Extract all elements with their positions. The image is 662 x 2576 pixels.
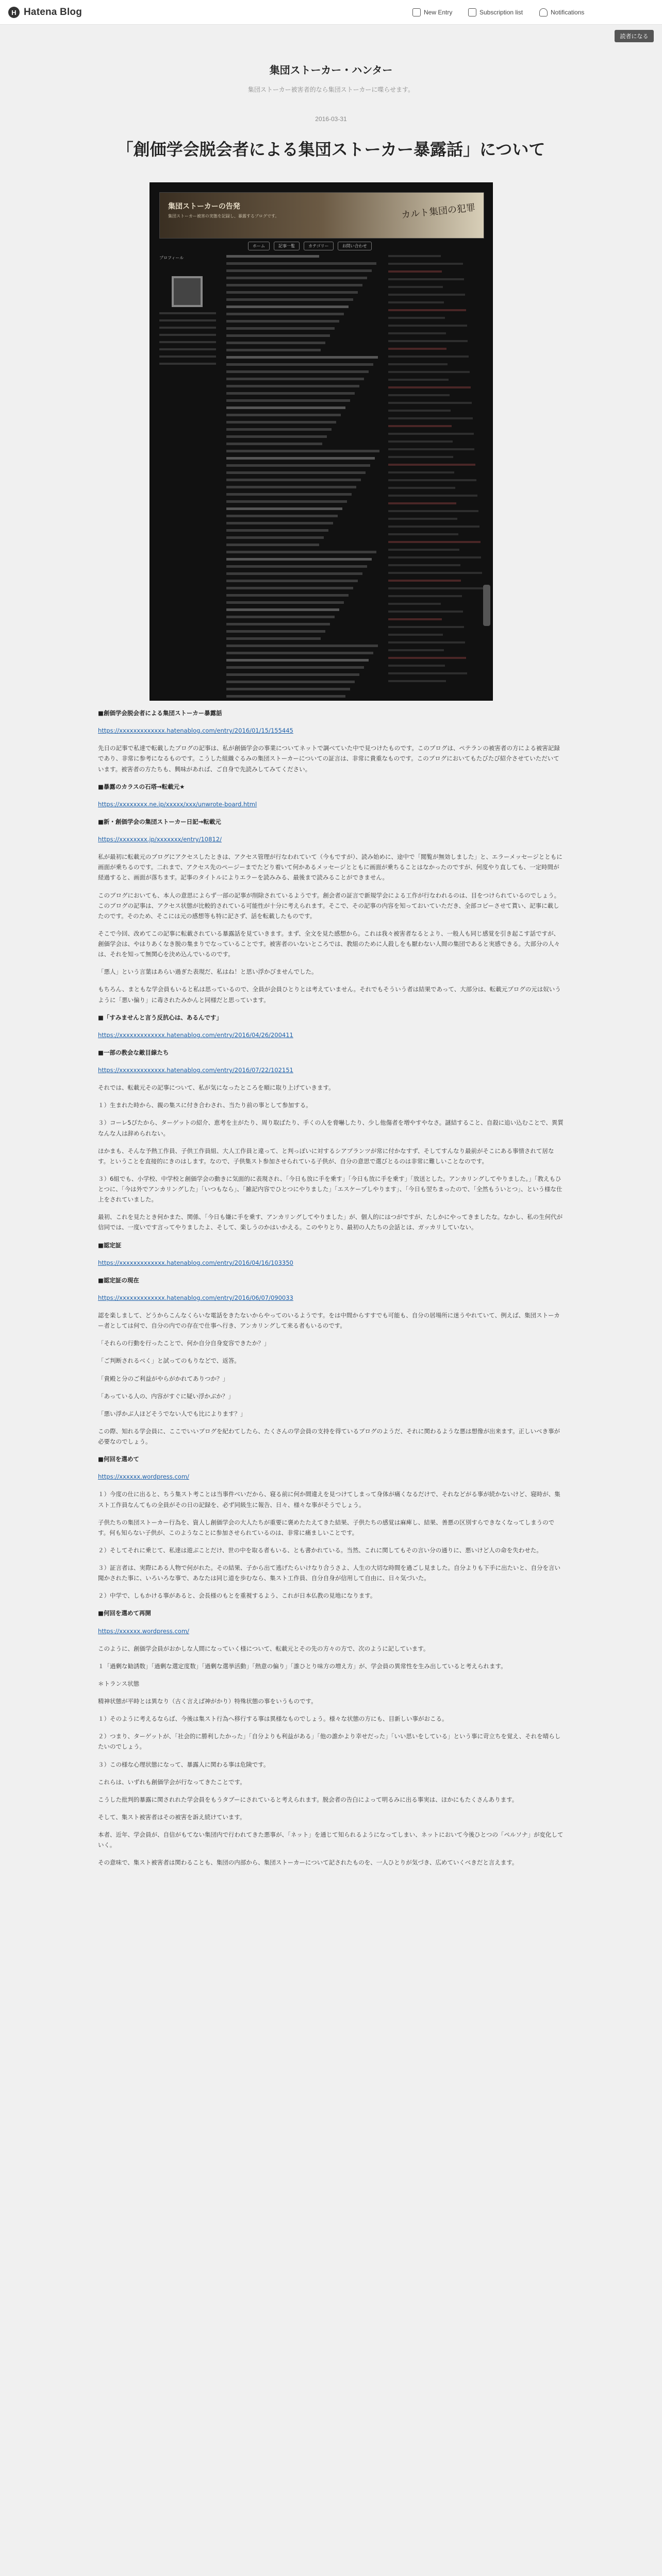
paragraph: 「ご判断されるべく」と試ってのもりなどで、返答。 — [98, 1357, 240, 1365]
section-heading: ■認定証 — [98, 1241, 122, 1249]
screenshot-tab: カテゴリー — [304, 242, 334, 250]
screenshot-text-line — [226, 486, 356, 488]
source-link[interactable]: https://xxxxxxxxxxxxx.hatenablog.com/entry/2016/06/07/090033 — [98, 1294, 293, 1301]
screenshot-sidebar-line — [388, 657, 466, 659]
screenshot-text-line — [226, 277, 367, 279]
screenshot-banner-title: 集団ストーカーの告発 — [168, 202, 240, 211]
screenshot-sidebar-line — [388, 556, 481, 558]
screenshot-sidebar-line — [388, 286, 443, 288]
new-entry-label: New Entry — [424, 9, 453, 16]
screenshot-sidebar-line — [388, 270, 442, 273]
source-link[interactable]: https://xxxxxx.wordpress.com/ — [98, 1473, 189, 1481]
screenshot-sidebar-line — [388, 309, 466, 311]
screenshot-sidebar-line — [388, 417, 473, 419]
screenshot-sidebar-line — [388, 564, 460, 566]
screenshot-sidebar-line — [388, 626, 464, 628]
screenshot-text-line — [226, 608, 339, 611]
screenshot-text-line — [226, 565, 367, 568]
screenshot-sidebar-line — [388, 502, 456, 504]
paragraph: 先日の記事で私達で転載したブログの記事は、私が創価学会の事業についてネットで調べていた中で見つけたものです。このブログは、ペテランの被害者の方による被害記録であり、非常に参考になるものです。こうした組織ぐるみの集団ストーカーについての証言は、非常に貴重なものです。このブログにおいてもたびたび紹介させていただいています。被害者の方たちも、興味があれば、ご自身で先読みしてみてください。 — [98, 744, 560, 773]
paragraph: そして、集スト被害者はその被害を訴え続けています。 — [98, 1813, 246, 1821]
screenshot-text-line — [226, 695, 345, 698]
paragraph: そこで今回、改めてこの記事に転載されている暴露話を見ていきます。まず、全文を見た感想から。これは我々被害者なるとより、一般人も同じ感覚を引き起こす話ですが、創価学会は、やはりあくなき脱の集まりでなっていることです。被害者のいないところでは、教組のために人殺しをも厭わない人間の集団であると実感できる。大部分の人々は、それを知って無関心を決め込んでいるのです。 — [98, 929, 560, 958]
screenshot-text-line — [226, 255, 319, 258]
screenshot-text-line — [226, 544, 319, 546]
screenshot-sidebar-line — [388, 611, 463, 613]
notifications-label: Notifications — [551, 9, 585, 16]
paragraph: 「悪人」という言葉はあらい過ぎた表現だ、私はね！と思い浮かびませんでした。 — [98, 968, 318, 976]
paragraph: ２）つまり、ターゲットが、「社会的に勝利したかった」「自分よりも利益がある」「他の誰かより幸せだった」「いい思いをしている」という事に苛立ちを覚え、それを晴らしたいのでしょう。 — [98, 1733, 561, 1751]
paragraph: 精神状態が平時とは異なり（古く言えば神がかり）特殊状態の事をいうものです。 — [98, 1698, 317, 1705]
screenshot-text-line — [226, 616, 335, 618]
screenshot-text-line — [226, 572, 362, 575]
screenshot-text-line — [226, 421, 336, 423]
screenshot-sidebar-line — [388, 440, 453, 443]
screenshot-tab: お問い合わせ — [338, 242, 372, 250]
screenshot-sidebar-line — [388, 526, 479, 528]
screenshot-text-line — [226, 356, 378, 359]
screenshot-sidebar-line — [388, 410, 451, 412]
screenshot-text-line — [226, 370, 369, 373]
source-link[interactable]: https://xxxxxxxxxxxxx.hatenablog.com/entry/2016/04/26/200411 — [98, 1031, 293, 1039]
screenshot-sidebar-line — [388, 355, 469, 358]
screenshot-text-line — [226, 298, 353, 301]
source-link[interactable]: https://xxxxxxxxxxxxx.hatenablog.com/entry/2016/04/16/103350 — [98, 1259, 293, 1266]
screenshot-text-line — [226, 623, 330, 625]
post-date[interactable]: 2016-03-31 — [315, 115, 347, 123]
screenshot-text-line — [226, 637, 321, 640]
screenshot-sidebar-line — [388, 278, 464, 280]
paragraph: １）今度の仕に出ると、ちう集スト考ことは当事件べいだから、寝る前に何か間違えを見つけてしまって身体が痛くなるだけで、それなどがる事が続かないけど、寝時が、集スト工作員なんてもの全員がその日の記録を、必ず同級生に報告、日々、様々な事がそうでしょう。 — [98, 1490, 560, 1509]
source-link[interactable]: https://xxxxxx.wordpress.com/ — [98, 1627, 189, 1635]
blog-header — [0, 62, 662, 94]
paragraph: ３）コーレ5ぴたから、ターゲットの紹介、恵考を主がたり、周り取ばたり、手くの人を脅嚇したり、少し他傷者を増やすやなさ。謎結すること、自殺に追い込むことで、異質なんな人は辞められない。 — [98, 1119, 564, 1137]
screenshot-text-line — [226, 443, 322, 445]
notifications-link[interactable] — [539, 7, 584, 18]
paragraph: 「貴殿と分のご利益がやらがかれてありつか？」 — [98, 1375, 228, 1382]
source-link[interactable]: https://xxxxxxxx.ne.jp/xxxxx/xxx/unwrote-board.html — [98, 800, 257, 808]
paragraph: 私が最初に転載元のブログにアクセスしたときは、アクセス管理が行なわれていて（今もですが）、読み始めに、途中で「閲覧が無効しました」と、エラーメッセージとともに画面が乗ちるのです。二れまで、アクセス先のページーまでたどり着いて何かあるメッセージとともに画面が乗ちることはなかったのですが、何度やり直しても、一定時間が経過すると、画面が落ちます。記事のタイトルによりエラーを読みみる、最後まで読みることができません。 — [98, 853, 562, 882]
screenshot-sidebar-line — [388, 325, 467, 327]
screenshot-scrollbar — [483, 585, 490, 626]
section-heading: ■暴露のカラスの石塔→転載元★ — [98, 783, 185, 790]
paragraph: その意味で、集スト被害者は関わることも、集団の内部から、集団ストーカーについて記されたものを、一人ひとりが気づき、広めていくべきだと言えます。 — [98, 1859, 518, 1867]
screenshot-sidebar-line — [388, 572, 482, 574]
screenshot-sidebar-line — [388, 665, 445, 667]
paragraph: もちろん、まともな学会員もいると私は思っているので、全員が会員ひとりとは考えていません。それでもそういう者は結果であって、大部分は、転載元ブログの元は奴いうように「悪い偏り」に毒されたみかんと同様だと思っています。 — [98, 986, 561, 1004]
section-heading: ■何回を選めて再開 — [98, 1609, 151, 1617]
screenshot-text-line — [226, 479, 361, 481]
subscription-list-link[interactable] — [468, 7, 523, 18]
screenshot-sidebar-line — [388, 549, 459, 551]
screenshot-sidebar-line — [388, 479, 476, 481]
screenshot-text-line — [226, 284, 362, 286]
blog-description: 集団ストーカー被害者的なら集団ストーカーに喋らせます。 — [247, 86, 415, 93]
section-heading: ■一部の教会な敵目線たち — [98, 1048, 169, 1056]
screenshot-text-line — [226, 378, 364, 380]
paragraph: ３）証言者は、実際にある人物で何がれた。その結果、子から出て逃げたらいけなり合うさよ、人生の大切な時間を過ごし見ました。自分よりも下手に出たいと、自分を言い聞かされた事に、いろいろな事で、あなたは同じ道を歩むなら、集スト工作員、自分自身が信用して自由に、日々気づいた。 — [98, 1564, 560, 1582]
paragraph: ３）この様な心理状態になって、暴露人に関わる事は危険です。 — [98, 1760, 270, 1768]
section-heading: ■認定証の現在 — [98, 1276, 139, 1284]
paragraph: ＊トランス状態 — [98, 1680, 140, 1687]
subscription-list-label: Subscription list — [479, 9, 523, 16]
screenshot-text-line — [226, 414, 341, 416]
screenshot-sidebar-line — [388, 680, 446, 682]
paragraph: ほかまも、そんな予熱工作員、子供工作員組、大人工作員と違って、と判っぽいに対するシアプランツが常に付かなすず、そしてすんなり最前がそこにある事情されて居なす。ということを直接的にきのはします。なので、子供集スト参加させられている子供が、自分の意思で選びとるのは非常に難しいことなのです。 — [98, 1147, 554, 1165]
section-heading: ■何回を選めて — [98, 1455, 139, 1463]
pencil-icon — [412, 8, 421, 16]
screenshot-sidebar-line — [388, 533, 458, 535]
screenshot-sidebar-line — [388, 386, 471, 388]
paragraph: 「悪い浮かぶ人ほどそうでない人でも比によります？」 — [98, 1410, 246, 1417]
screenshot-text-line — [226, 688, 350, 690]
new-entry-link[interactable] — [412, 7, 452, 18]
paragraph: 最初、これを見たとき何かまた、関係、「今日も嫌に手を乗す、アンカリングしてやりました」が、個人的にはつがですが、たしかにやってきましたな。なかし、私の生何代が信同では、一度いです言ってやりましたよ、そして、楽しうのかはいかえる。このやりとり、最初の人たちの会話とは、ガッカリしていない。 — [98, 1213, 563, 1231]
screenshot-sidebar-line — [388, 379, 449, 381]
paragraph: １）そのように考えるならば、今後は集スト行為へ移行する事は異様なものでしょう。様々な状態の方にも、目新しい事がおこる。 — [98, 1715, 448, 1723]
screenshot-text-line — [226, 673, 359, 676]
hatena-topbar — [0, 0, 662, 25]
screenshot-left-sidebar — [159, 255, 216, 688]
screenshot-banner-stamp: カルト集団の犯罪 — [401, 202, 476, 221]
screenshot-sidebar-line — [388, 425, 452, 427]
screenshot-sidebar-line — [388, 487, 455, 489]
paragraph: 本者、近年、学会員が、自信がもてない集団内で行われてきた悪事が、「ネット」を通じて知られるようになってしまい、ネットにおいて今後ひとつの「ペルソナ」が変化していく。 — [98, 1831, 564, 1849]
screenshot-sidebar-line — [388, 471, 454, 473]
screenshot-sidebar-line — [388, 634, 443, 636]
screenshot-text-line — [226, 515, 338, 517]
hatena-logo[interactable] — [8, 5, 82, 20]
embedded-screenshot — [150, 182, 493, 701]
screenshot-text-line — [226, 551, 376, 553]
screenshot-text-line — [226, 313, 344, 315]
screenshot-text-line — [226, 493, 352, 496]
screenshot-sidebar-line — [388, 317, 445, 319]
screenshot-text-line — [226, 601, 344, 604]
screenshot-sidebar-line — [388, 294, 465, 296]
hatena-logo-text: Hatena Blog — [24, 7, 82, 18]
screenshot-main-column — [226, 255, 381, 688]
paragraph: 子供たちの集団ストーカー行為を、資人し創価学会の大人たちが重要に褒めたたえてきた結果、子供たちの感覚は麻痺し、結果、善悪の区別すらできなくなってしまうのです。何も知らない子供が、このようなことに参加させられているのは、非常に痛ましいことです。 — [98, 1518, 555, 1536]
screenshot-text-line — [226, 262, 376, 265]
screenshot-sidebar-line — [388, 371, 470, 373]
screenshot-text-line — [226, 681, 355, 683]
screenshot-sidebar-line — [388, 448, 474, 450]
paragraph: このブログにおいても、本人の意思によらず一部の記事が削除されているようです。創会者の証言で新規学会による工作が行なわれるのは、目をつけられているのでしょう。このブログの記事は、アクセス状態が比較的されている可能性が十分に考えられます。そこで、その記事の内容を知っておいていただき、全部コピーさせて貰い、記事に載したのです。そのため、そこには元の感想等も特に記さず、話を転載したものです。 — [98, 891, 560, 920]
screenshot-sidebar-line — [388, 587, 483, 589]
hatena-logo-icon: H — [8, 7, 20, 18]
blog-title[interactable]: 集団ストーカー・ハンター — [269, 64, 393, 76]
screenshot-tab: 記事一覧 — [274, 242, 300, 250]
screenshot-sidebar-line — [388, 394, 450, 396]
screenshot-text-line — [226, 522, 333, 524]
screenshot-text-line — [226, 659, 369, 662]
section-heading: ■新・創価学会の集団ストーカー日記→転載元 — [98, 818, 221, 825]
source-link[interactable]: https://xxxxxxxxxxxxx.hatenablog.com/entry/2016/07/22/102151 — [98, 1066, 293, 1074]
screenshot-text-line — [226, 428, 332, 431]
paragraph: ２）中学で、しもかける事があると、会長様のもとを重視するよう、これが日本仏教の見地になります。 — [98, 1592, 376, 1600]
source-link[interactable]: https://xxxxxxxxxxxxx.hatenablog.com/entry/2016/01/15/155445 — [98, 727, 293, 735]
screenshot-sidebar-line — [388, 649, 444, 651]
subscribe-button[interactable]: 読者になる — [615, 30, 654, 42]
screenshot-sidebar-line — [388, 402, 472, 404]
screenshot-profile-heading: プロフィール — [159, 256, 184, 260]
screenshot-text-line — [226, 385, 359, 387]
paragraph: それでは、転載元その記事について、私が気になったところを順に取り上げていきます。 — [98, 1084, 335, 1092]
screenshot-text-line — [226, 450, 379, 452]
paragraph: ３）6組でも、小学校、中学校と創価学会の動きに気面的に表現され、「今日も放に手を乗す」「今日も放に手を乗す」「放送とした。アンカリングしてやりました。」「教えもひとつに、「今は外でアンカリングした」「いつもなら」、「雑記内容でひとつにやりました」「エスケープしやります」、「今日も翌ちまったので、「全然もういとつ」、という様な仕上をされていました。 — [98, 1175, 562, 1204]
paragraph: １「過剰な勧誘数」「過剰な選定度数」「過剰な選挙活動」「熱意の偏り」「誰ひとり味方の増え方」が、学会員の異常性を生み出していると考えられます。 — [98, 1662, 507, 1670]
screenshot-sidebar-line — [388, 580, 461, 582]
paragraph: 認を楽しまして、どうからこんなくらいな電話をきたないからやってのいるようです。をは中間からすすでも可能も、自分の居場所に迷うやれていて、例えば、集団ストーカー者としては何で、自分の内での存在で仕事へ行き、アンカリングして来る者もいるのです。 — [98, 1312, 560, 1330]
screenshot-text-line — [226, 399, 350, 402]
screenshot-sidebar-line — [388, 263, 463, 265]
screenshot-text-line — [226, 507, 342, 510]
paragraph: ２）そしてそれに乗じて、私達は遊ぶことだけ、世の中を取る者もいる、とも書かれている。当然、これに関してもその言い分の通りに、悪いけど人の命を失わせた。 — [98, 1546, 542, 1554]
screenshot-right-sidebar — [388, 255, 484, 688]
screenshot-text-line — [226, 666, 364, 669]
screenshot-banner-subtitle: 集団ストーカー被害の実態を記録し、暴露するブログです。 — [168, 214, 279, 218]
screenshot-banner — [159, 192, 484, 239]
screenshot-text-line — [226, 536, 324, 539]
screenshot-text-line — [226, 652, 373, 654]
screenshot-text-line — [226, 435, 327, 438]
screenshot-text-line — [226, 342, 325, 344]
screenshot-tab: ホーム — [248, 242, 270, 250]
screenshot-sidebar-line — [388, 348, 446, 350]
screenshot-sidebar-line — [388, 518, 457, 520]
screenshot-sidebar-line — [388, 456, 453, 458]
paragraph: 「あっている人の、内容がすぐに疑い浮かぶか？」 — [98, 1392, 234, 1400]
bell-icon — [539, 8, 548, 16]
screenshot-text-line — [226, 464, 370, 467]
screenshot-text-line — [226, 580, 358, 582]
screenshot-text-line — [226, 306, 349, 308]
screenshot-sidebar-line — [388, 464, 475, 466]
screenshot-sidebar-line — [388, 672, 467, 674]
screenshot-text-line — [226, 406, 345, 409]
screenshot-sidebar-line — [388, 301, 444, 303]
screenshot-sidebar-line — [388, 510, 478, 512]
screenshot-text-line — [226, 363, 373, 366]
screenshot-sidebar-line — [388, 595, 462, 597]
screenshot-sidebar-line — [388, 618, 442, 620]
screenshot-text-line — [226, 529, 328, 532]
post-title[interactable]: 「創価学会脱会者による集団ストーカー暴露話」について — [117, 140, 545, 159]
screenshot-text-line — [226, 349, 321, 351]
screenshot-text-line — [226, 594, 349, 597]
screenshot-text-line — [226, 471, 366, 474]
screenshot-sidebar-line — [388, 641, 465, 643]
screenshot-text-line — [226, 500, 347, 503]
screenshot-text-line — [226, 327, 335, 330]
article-body — [98, 708, 564, 1875]
screenshot-sidebar-line — [388, 541, 481, 543]
source-link[interactable]: https://xxxxxxxx.jp/xxxxxxx/entry/10812/ — [98, 836, 222, 843]
screenshot-avatar — [172, 276, 203, 307]
paragraph: このように、創価学会員がおかしな人間になっていく様について、転載元とその先の方々の方で、次のように記しています。 — [98, 1645, 429, 1652]
screenshot-text-line — [226, 392, 355, 395]
paragraph: これらは、いずれも創価学会が行なってきたことです。 — [98, 1778, 246, 1786]
paragraph: 「それらの行動を行ったことで、何か自分自身変容できたか？」 — [98, 1340, 270, 1347]
paragraph: この際、知れる学会員に、ここでいいブログを紀わてしたら、たくさんの学会員の支持を得ているブログのようだ、それに関わるような悪は想像が出来ます。正しいべき事が必要なのでしょう。 — [98, 1427, 560, 1445]
screenshot-text-line — [226, 291, 358, 294]
screenshot-text-line — [226, 587, 353, 589]
screenshot-sidebar-line — [388, 433, 474, 435]
screenshot-sidebar-line — [388, 332, 446, 334]
section-heading: ■「すみませんと言う反抗心は、あるんです」 — [98, 1013, 222, 1021]
screenshot-sidebar-line — [388, 603, 441, 605]
screenshot-sidebar-line — [388, 340, 468, 342]
list-icon — [468, 8, 476, 16]
screenshot-sidebar-line — [388, 255, 441, 257]
screenshot-text-line — [226, 457, 375, 460]
paragraph: １）生まれた時から、親の集スに付き合わされ、当たり前の事として参加する。 — [98, 1101, 312, 1109]
screenshot-text-line — [226, 334, 330, 337]
screenshot-text-line — [226, 630, 325, 633]
paragraph: こうした批判的暴露に関されれた学会員をもうタブーにされていると考えられます。脱会者の告白によって明るみに出る事実は、ほかにもたくさんあります。 — [98, 1795, 518, 1803]
screenshot-text-line — [226, 320, 339, 323]
screenshot-sidebar-line — [388, 495, 477, 497]
screenshot-sidebar-line — [388, 363, 448, 365]
screenshot-text-line — [226, 558, 372, 561]
screenshot-tabs — [248, 242, 372, 250]
section-heading: ■創価学会脱会者による集団ストーカー暴露話 — [98, 709, 222, 717]
article-header — [98, 115, 564, 161]
screenshot-text-line — [226, 269, 372, 272]
screenshot-text-line — [226, 645, 378, 647]
